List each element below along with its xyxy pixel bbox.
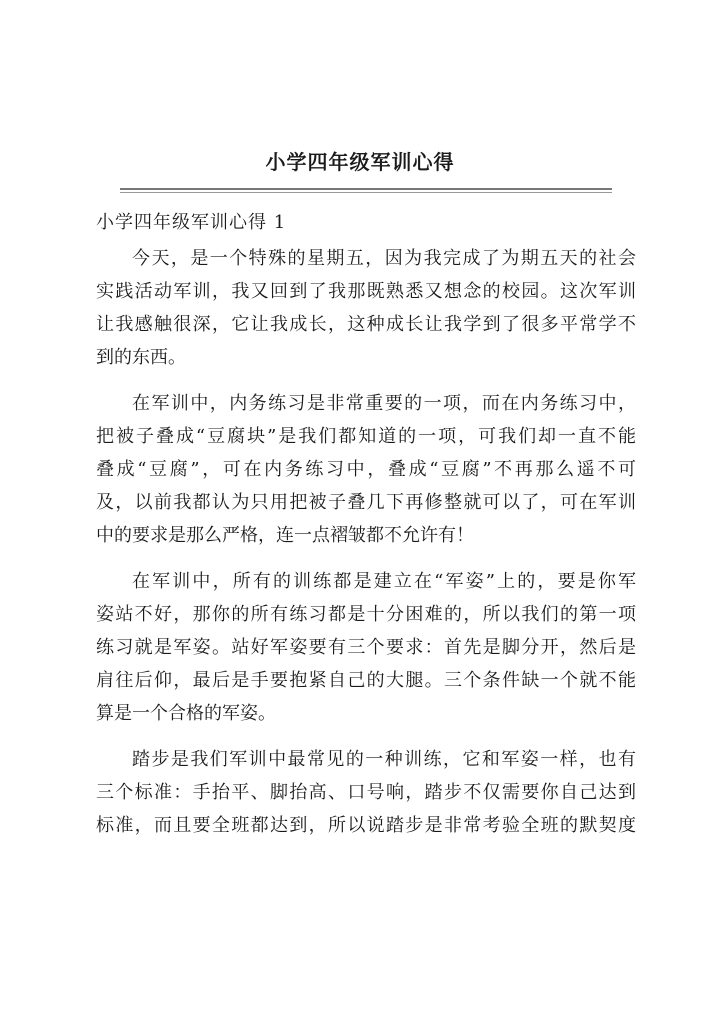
text-line: 让我感触很深，它让我成长，这种成长让我学到了很多平常学不 <box>96 314 636 335</box>
document-title: 小学四年级军训心得 <box>265 150 455 174</box>
text-line: 实践活动军训，我又回到了我那既熟悉又想念的校园。这次军训 <box>96 281 636 302</box>
text-line: 今天，是一个特殊的星期五，因为我完成了为期五天的社会 <box>132 248 636 269</box>
text-line: 三个标准：手抬平、脚抬高、口号响，踏步不仅需要你自己达到 <box>96 782 636 803</box>
text-line: 把被子叠成“豆腐块”是我们都知道的一项，可我们却一直不能 <box>96 426 636 447</box>
text-line: 标准，而且要全班都达到，所以说踏步是非常考验全班的默契度 <box>96 815 636 836</box>
text-line: 踏步是我们军训中最常见的一种训练，它和军姿一样，也有 <box>132 749 636 770</box>
paragraph-4 <box>96 743 636 842</box>
paragraph-2 <box>96 387 636 552</box>
title-divider <box>120 188 612 193</box>
paragraph-3 <box>96 565 636 730</box>
text-line: 到的东西。 <box>96 347 186 368</box>
text-line: 中的要求是那么严格，连一点褶皱都不允许有！ <box>96 525 474 546</box>
text-line: 肩往后仰，最后是手要抱紧自己的大腿。三个条件缺一个就不能 <box>96 670 636 691</box>
section-heading: 小学四年级军训心得 1 <box>96 212 287 233</box>
text-line: 在军训中，内务练习是非常重要的一项，而在内务练习中， <box>132 393 636 414</box>
text-line: 姿站不好，那你的所有练习都是十分困难的，所以我们的第一项 <box>96 604 636 625</box>
paragraph-1 <box>96 242 636 374</box>
text-line: 在军训中，所有的训练都是建立在“军姿”上的，要是你军 <box>132 571 636 592</box>
text-line: 及，以前我都认为只用把被子叠几下再修整就可以了，可在军训 <box>96 492 636 513</box>
text-line: 算是一个合格的军姿。 <box>96 703 276 724</box>
text-line: 练习就是军姿。站好军姿要有三个要求：首先是脚分开，然后是 <box>96 637 636 658</box>
document-body <box>96 242 636 855</box>
text-line: 叠成“豆腐”，可在内务练习中，叠成“豆腐”不再那么遥不可 <box>96 459 636 480</box>
